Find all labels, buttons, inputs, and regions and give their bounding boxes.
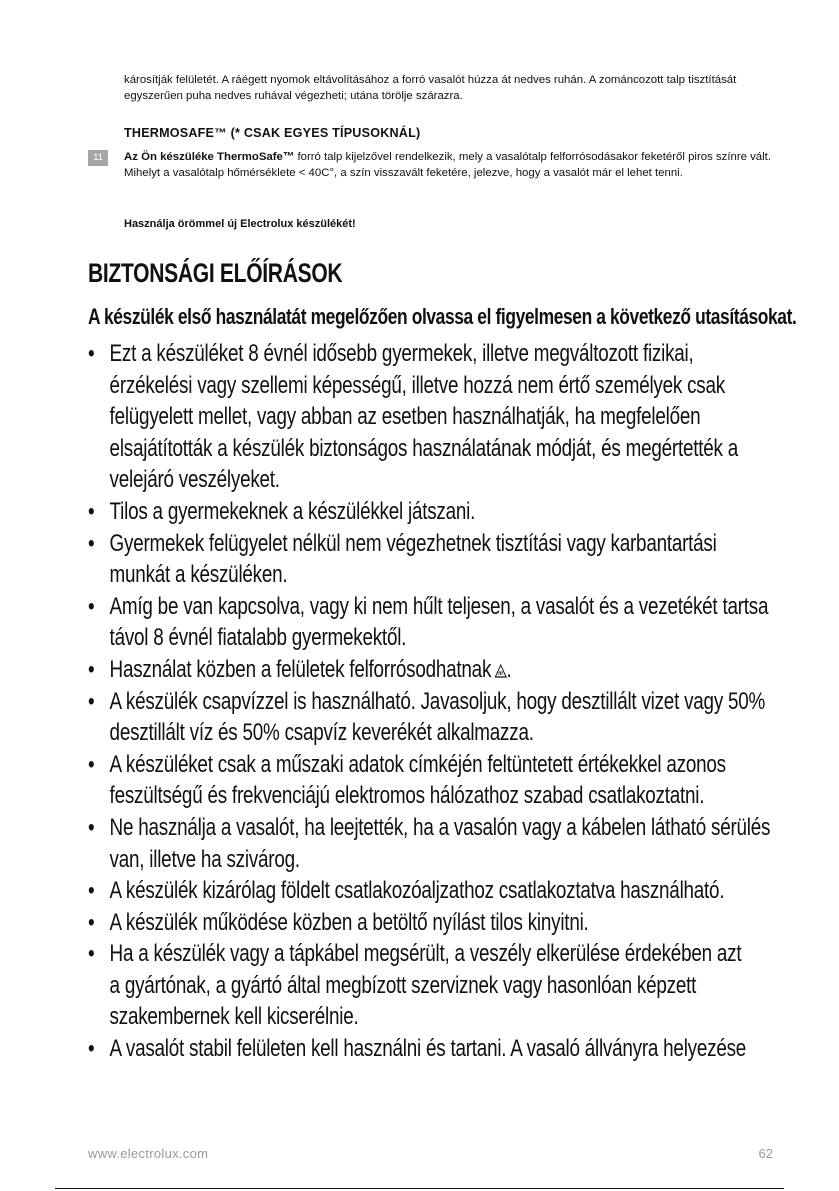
- rule-line: Ha a készülék vagy a tápkábel megsérült, a veszély elkerülése érdekében azt: [109, 940, 742, 968]
- list-item: [88, 749, 766, 812]
- safety-intro: A készülék első használatát megelőzően olvassa el figyelmesen a következő utasításokat.: [88, 304, 797, 329]
- rule-line: szakembernek kell kicserélnie.: [109, 1003, 359, 1031]
- page-number: 62: [758, 1146, 773, 1161]
- footer-url: www.electrolux.com: [88, 1146, 209, 1161]
- thermosafe-title: THERMOSAFE™ (* CSAK EGYES TÍPUSOKNÁL): [124, 126, 421, 140]
- list-item: [88, 654, 766, 686]
- footer-divider: [55, 1188, 784, 1189]
- hot-surface-warning-icon: [494, 664, 506, 678]
- safety-rules-list: [88, 338, 771, 1065]
- bullet-icon: •: [88, 877, 95, 905]
- rule-line: velejáró veszélyeket.: [109, 466, 280, 494]
- rule-line: A készülék kizárólag földelt csatlakozóaljzathoz csatlakoztatva használható.: [109, 877, 725, 905]
- bullet-icon: •: [88, 908, 95, 936]
- list-item: [88, 686, 766, 749]
- rule-line: A készüléket csak a műszaki adatok címkéjén feltüntetett értékekkel azonos: [109, 750, 726, 778]
- rule-line: munkát a készüléken.: [109, 561, 288, 589]
- bullet-icon: •: [88, 529, 95, 557]
- bullet-icon: •: [88, 592, 95, 620]
- bullet-icon: •: [88, 655, 95, 683]
- rule-text-period: .: [506, 655, 512, 683]
- rule-line: [110, 654, 766, 686]
- list-item: [88, 496, 766, 528]
- rule-line: feszültségű és frekvenciájú elektromos hálózathoz szabad csatlakoztatni.: [109, 782, 705, 810]
- bullet-icon: •: [88, 497, 95, 525]
- rule-line: Ne használja a vasalót, ha leejtették, ha a vasalón vagy a kábelen látható sérülés: [109, 813, 771, 841]
- rule-line: A készülék működése közben a betöltő nyílást tilos kinyitni.: [109, 908, 589, 936]
- bullet-icon: •: [88, 340, 95, 367]
- rule-line: a gyártónak, a gyártó által megbízott szerviznek vagy hasonlóan képzett: [109, 971, 697, 999]
- enjoy-note: Használja örömmel új Electrolux készülékét!: [124, 218, 356, 230]
- bullet-icon: •: [88, 813, 95, 841]
- figure-number-badge: 11: [88, 150, 108, 166]
- rule-line: elsajátították a készülék biztonságos használatának módját, és megértették a: [109, 434, 738, 462]
- rule-line: Amíg be van kapcsolva, vagy ki nem hűlt teljesen, a vasalót és a vezetékét tartsa: [109, 592, 769, 620]
- rule-line: távol 8 évnél fiatalabb gyermekektől.: [109, 624, 407, 652]
- list-item: [88, 907, 766, 939]
- bullet-icon: •: [88, 1035, 95, 1063]
- bullet-icon: •: [88, 940, 95, 968]
- rule-line: desztillált víz és 50% csapvíz keverékét alkalmazza.: [109, 719, 534, 747]
- rule-line: érzékelési vagy szellemi képességű, illetve hozzá nem értő személyek csak: [109, 371, 725, 399]
- continued-paragraph: károsítják felületét. A ráégett nyomok eltávolításához a forró vasalót húzza át nedves ruhán. A zománcozott talp tisztítását egyszerűen puha nedves ruhával végezheti; utána törölje szárazra.: [124, 74, 737, 102]
- list-item: [88, 338, 766, 496]
- thermosafe-bold-lead: Az Ön készüléke ThermoSafe™: [124, 151, 295, 163]
- bullet-icon: •: [88, 687, 95, 715]
- rule-line: A készülék csapvízzel is használható. Javasoljuk, hogy desztillált vizet vagy 50%: [109, 687, 766, 715]
- thermosafe-body: forró talp kijelzővel rendelkezik, mely a vasalótalp felforrósodásakor feketéről piros színre vált. Mihelyt a vasalótalp hőmérséklete < 40C°, a szín visszavált feketére, jelezve, hogy a vasalót már el lehet tenni.: [124, 151, 772, 179]
- rule-line: felügyelett mellet, vagy abban az esetben használhatják, ha megfelelően: [109, 403, 701, 431]
- list-item: [88, 591, 769, 654]
- rule-line: van, illetve ha szivárog.: [109, 845, 300, 873]
- rule-text: Használat közben a felületek felforrósodhatnak: [109, 655, 492, 683]
- thermosafe-paragraph: [124, 149, 774, 181]
- list-item: [88, 812, 771, 875]
- rule-line: A vasalót stabil felületen kell használni és tartani. A vasaló állványra helyezése: [109, 1035, 747, 1063]
- rule-line: Ezt a készüléket 8 évnél idősebb gyermekek, illetve megváltozott fizikai,: [109, 340, 694, 367]
- bullet-icon: •: [88, 750, 95, 778]
- list-item: [88, 875, 766, 907]
- list-item: [88, 1033, 766, 1065]
- rule-line: Gyermekek felügyelet nélkül nem végezhetnek tisztítási vagy karbantartási: [109, 529, 717, 557]
- rule-line: Tilos a gyermekeknek a készülékkel játszani.: [109, 497, 476, 525]
- list-item: [88, 528, 766, 591]
- safety-heading: BIZTONSÁGI ELŐÍRÁSOK: [88, 258, 343, 288]
- list-item: [88, 938, 766, 1033]
